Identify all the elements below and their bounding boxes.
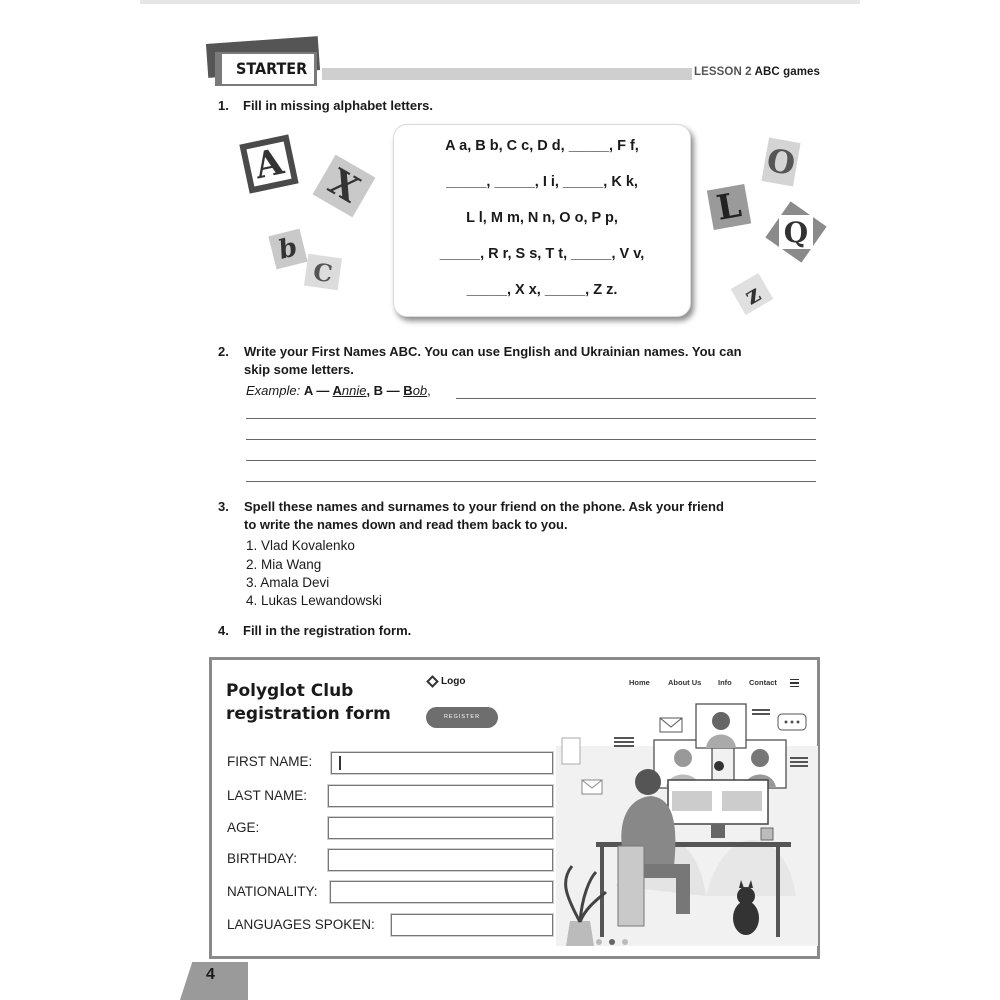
alphabet-card [393, 124, 691, 317]
name-item-2: 2. Mia Wang [246, 557, 322, 572]
task-2-line-1: Write your First Names ABC. You can use English and Ukrainian names. You can [244, 344, 742, 359]
carousel-dot-3[interactable] [622, 939, 628, 945]
example-b-letter: , B — [366, 383, 404, 398]
task-4-number: 4. [218, 623, 229, 638]
last-name-field[interactable] [328, 785, 553, 807]
page-number: 4 [206, 966, 215, 983]
age-label: AGE: [227, 820, 260, 835]
section-label: STARTER [222, 54, 314, 84]
languages-spoken-label: LANGUAGES SPOKEN: [227, 917, 375, 932]
header-bar [322, 68, 692, 80]
task-2-instruction [244, 343, 824, 379]
nationality-field[interactable] [330, 881, 553, 903]
name-item-1: 1. Vlad Kovalenko [246, 538, 355, 553]
menu-icon[interactable] [790, 679, 799, 687]
example-a-bold: A [332, 383, 342, 398]
nav-about-us[interactable]: About Us [668, 678, 702, 687]
letter-q-inner [779, 215, 813, 249]
letter-a-tile [239, 134, 298, 193]
letter-b-tile [268, 229, 307, 270]
task-2-number: 2. [218, 344, 229, 359]
letter-x-tile [313, 155, 376, 218]
letter-a: A [246, 141, 291, 186]
letter-l: L [713, 185, 745, 229]
example-a-rest: nnie [341, 383, 367, 398]
carousel-dots [596, 939, 628, 945]
letter-o: O [763, 140, 799, 184]
nationality-label: NATIONALITY: [227, 884, 318, 899]
lesson-heading [694, 66, 820, 78]
writing-line-3[interactable] [246, 439, 816, 440]
task-2-line-2: skip some letters. [244, 362, 354, 377]
form-title [226, 680, 391, 726]
form-title-line-1: Polyglot Club [226, 681, 354, 701]
carousel-dot-2[interactable] [609, 939, 615, 945]
text-caret [339, 756, 341, 770]
task-4-instruction [218, 622, 411, 640]
example-b-bold: B [403, 383, 413, 398]
nav-contact[interactable]: Contact [749, 678, 777, 687]
letter-z: z [738, 278, 766, 310]
letter-c: C [311, 256, 335, 288]
name-item-3: 3. Amala Devi [246, 575, 330, 590]
task-3-number: 3. [218, 499, 229, 514]
alphabet-line-3: L l, M m, N n, O o, P p, [466, 210, 618, 226]
register-button[interactable]: REGISTER [426, 707, 498, 728]
video-call-illustration [556, 696, 818, 946]
writing-line-4[interactable] [246, 460, 816, 461]
task-3-line-1: Spell these names and surnames to your friend on the phone. Ask your friend [244, 499, 724, 514]
task-1-instruction [218, 97, 433, 115]
writing-line-5[interactable] [246, 481, 816, 482]
example-label: Example: [246, 383, 301, 398]
letter-b: b [275, 232, 301, 266]
task-3-line-2: to write the names down and read them back to you. [244, 517, 568, 532]
task-2-example [246, 383, 431, 398]
writing-line-2[interactable] [246, 418, 816, 419]
diamond-logo-icon [426, 675, 439, 688]
site-logo[interactable] [428, 676, 465, 687]
letter-q: Q [783, 215, 809, 249]
carousel-dot-1[interactable] [596, 939, 602, 945]
alphabet-line-1: A a, B b, C c, D d, _____, F f, [445, 138, 639, 154]
alphabet-line-5: _____, X x, _____, Z z. [466, 282, 618, 298]
nav-home[interactable]: Home [629, 678, 650, 687]
letter-l-tile [707, 184, 751, 230]
letter-q-tile [765, 201, 826, 262]
task-1-text: Fill in missing alphabet letters. [243, 98, 433, 113]
example-end: , [427, 383, 431, 398]
languages-spoken-field[interactable] [391, 914, 553, 936]
letter-x: X [321, 160, 367, 212]
letter-z-tile [731, 273, 774, 315]
alphabet-line-2: _____, _____, I i, _____, K k, [446, 174, 638, 190]
form-title-line-2: registration form [226, 704, 391, 724]
writing-line-1[interactable] [456, 398, 816, 399]
page-top-edge [140, 0, 860, 4]
birthday-field[interactable] [328, 849, 553, 871]
birthday-label: BIRTHDAY: [227, 851, 298, 866]
lesson-title: ABC games [754, 66, 821, 78]
alphabet-line-4: _____, R r, S s, T t, _____, V v, [439, 246, 645, 262]
example-b-rest: ob [412, 383, 428, 398]
example-a-letter: A — [303, 383, 333, 398]
letter-c-tile [304, 254, 342, 290]
lesson-number: LESSON 2 [694, 66, 752, 78]
task-1-number: 1. [218, 98, 229, 113]
age-field[interactable] [328, 817, 553, 839]
last-name-label: LAST NAME: [227, 788, 308, 803]
letter-o-tile [761, 138, 800, 187]
nav-info[interactable]: Info [718, 678, 732, 687]
name-item-4: 4. Lukas Lewandowski [246, 593, 382, 608]
first-name-field[interactable] [331, 752, 553, 774]
task-3-instruction [244, 498, 824, 534]
logo-text: Logo [441, 676, 466, 687]
task-4-text: Fill in the registration form. [243, 623, 412, 638]
first-name-label: FIRST NAME: [227, 754, 313, 769]
